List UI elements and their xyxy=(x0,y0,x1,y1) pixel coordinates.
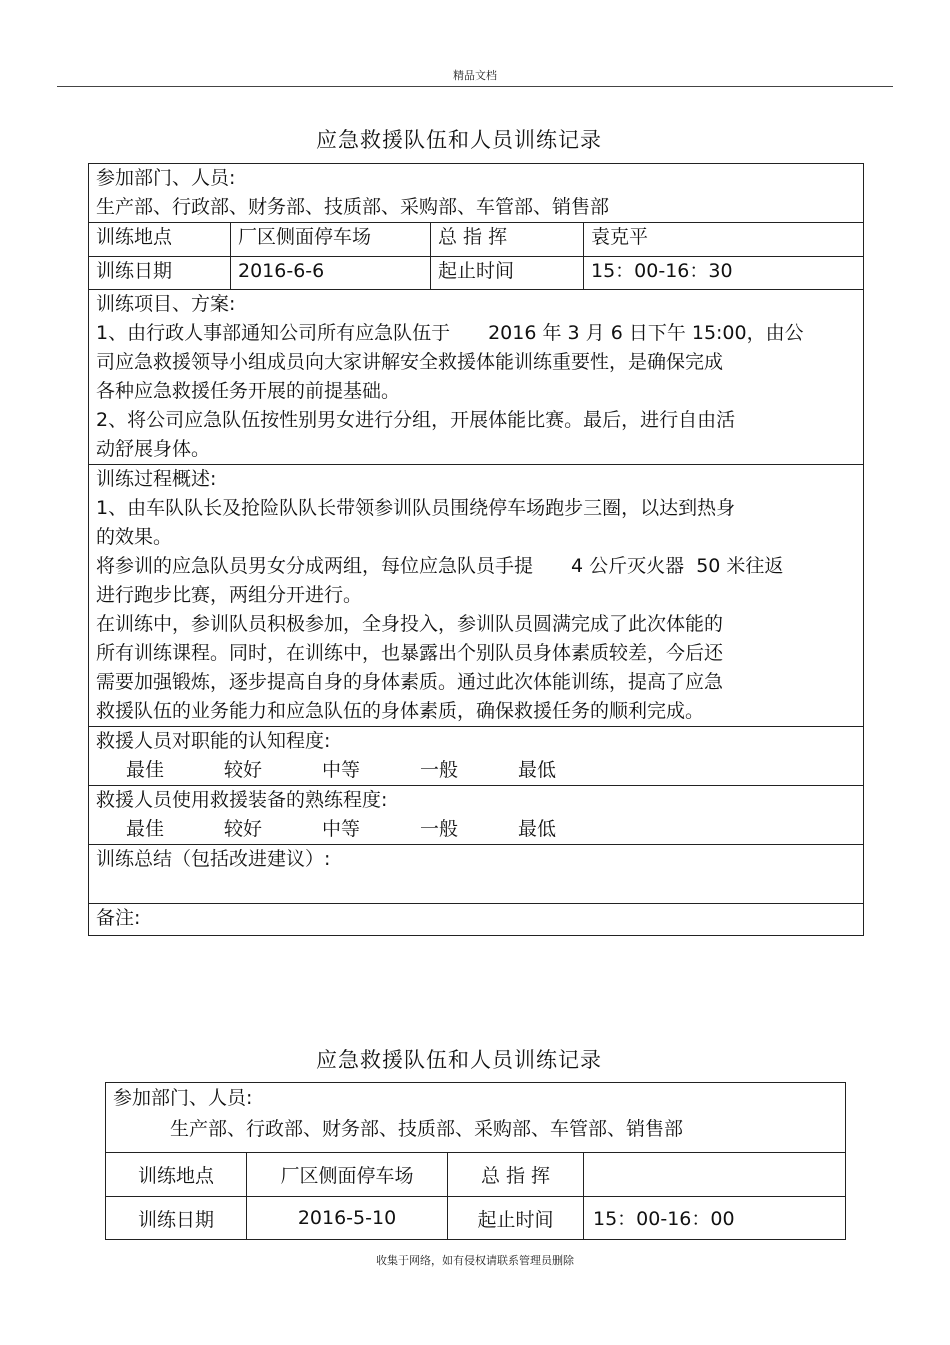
form1-location-value: 厂区侧面停车场 xyxy=(231,223,431,257)
form1-process-line: 需要加强锻炼，逐步提高自身的身体素质。通过此次体能训练，提高了应急 xyxy=(96,671,724,693)
form1-notes-label: 备注: xyxy=(96,907,141,929)
header-divider xyxy=(57,86,893,87)
form2-time-label: 起止时间 xyxy=(448,1197,584,1240)
form1-cognition-label: 救援人员对职能的认知程度: xyxy=(96,730,331,752)
rating-option: 最佳 xyxy=(126,759,165,781)
form1-location-label: 训练地点 xyxy=(89,223,231,257)
form2-time-value: 15：00-16：00 xyxy=(584,1197,846,1240)
form1-table xyxy=(88,163,864,936)
rating-option: 中等 xyxy=(322,759,361,781)
form1-proficiency-cell xyxy=(89,786,864,845)
form2-participants-value: 生产部、行政部、财务部、技质部、采购部、车管部、销售部 xyxy=(170,1118,684,1140)
form1-process-line: 的效果。 xyxy=(96,526,173,548)
form1-process-line: 进行跑步比赛，两组分开进行。 xyxy=(96,584,363,606)
form2-location-value: 厂区侧面停车场 xyxy=(247,1153,448,1197)
form1-participants-cell xyxy=(89,164,864,223)
form1-plan-line: 1、由行政人事部通知公司所有应急队伍于 2016 年 3 月 6 日下午 15:00，由公 xyxy=(96,322,804,344)
rating-option: 一般 xyxy=(420,818,459,840)
rating-option: 最佳 xyxy=(126,818,165,840)
form1-plan-label: 训练项目、方案: xyxy=(96,293,236,315)
form1-time-value: 15：00-16：30 xyxy=(584,257,864,290)
form1-cognition-options xyxy=(96,756,863,785)
form1-summary-cell xyxy=(89,845,864,904)
form1-process-line: 在训练中，参训队员积极参加，全身投入，参训队员圆满完成了此次体能的 xyxy=(96,613,724,635)
form1-summary-label: 训练总结（包括改进建议）: xyxy=(96,848,331,870)
form1-date-label: 训练日期 xyxy=(89,257,231,290)
rating-option: 最低 xyxy=(518,818,557,840)
form1-process-line: 1、由车队队长及抢险队队长带领参训队员围绕停车场跑步三圈，以达到热身 xyxy=(96,497,736,519)
form1-process-line: 将参训的应急队员男女分成两组，每位应急队员手提 4 公斤灭火器 50 米往返 xyxy=(96,555,784,577)
form1-process-line: 救援队伍的业务能力和应急队伍的身体素质，确保救援任务的顺利完成。 xyxy=(96,700,705,722)
form1-participants-label: 参加部门、人员: xyxy=(96,167,236,189)
form1-date-value: 2016-6-6 xyxy=(231,257,431,290)
form2-participants-label: 参加部门、人员: xyxy=(113,1087,253,1109)
form1-title: 应急救援队伍和人员训练记录 xyxy=(316,128,602,152)
form1-plan-line: 2、将公司应急队伍按性别男女进行分组，开展体能比赛。最后，进行自由活 xyxy=(96,409,736,431)
form1-commander-label: 总 指 挥 xyxy=(431,223,584,257)
rating-option: 一般 xyxy=(420,759,459,781)
form1-commander-value: 袁克平 xyxy=(584,223,864,257)
form2-participants-cell xyxy=(106,1083,846,1153)
rating-option: 较好 xyxy=(224,818,263,840)
form1-participants-value: 生产部、行政部、财务部、技质部、采购部、车管部、销售部 xyxy=(96,196,610,218)
form2-table xyxy=(105,1082,846,1240)
form2-location-label: 训练地点 xyxy=(106,1153,247,1197)
form1-proficiency-options xyxy=(96,815,863,844)
form1-cognition-cell xyxy=(89,727,864,786)
form1-plan-cell xyxy=(89,290,864,465)
form1-plan-line: 各种应急救援任务开展的前提基础。 xyxy=(96,380,401,402)
form2-commander-label: 总 指 挥 xyxy=(448,1153,584,1197)
rating-option: 较好 xyxy=(224,759,263,781)
rating-option: 中等 xyxy=(322,818,361,840)
form2-title: 应急救援队伍和人员训练记录 xyxy=(316,1048,602,1072)
form1-process-label: 训练过程概述: xyxy=(96,468,217,490)
page-footer-text: 收集于网络，如有侵权请联系管理员删除 xyxy=(376,1254,574,1267)
form2-date-label: 训练日期 xyxy=(106,1197,247,1240)
form1-proficiency-label: 救援人员使用救援装备的熟练程度: xyxy=(96,789,388,811)
form1-plan-line: 动舒展身体。 xyxy=(96,438,211,460)
form1-notes-cell xyxy=(89,904,864,936)
form1-process-cell xyxy=(89,465,864,727)
rating-option: 最低 xyxy=(518,759,557,781)
form2-date-value: 2016-5-10 xyxy=(247,1197,448,1240)
form1-time-label: 起止时间 xyxy=(431,257,584,290)
form1-plan-line: 司应急救援领导小组成员向大家讲解安全救援体能训练重要性，是确保完成 xyxy=(96,351,724,373)
page-header-text: 精品文档 xyxy=(453,69,497,82)
form2-commander-value xyxy=(584,1153,846,1197)
form1-process-line: 所有训练课程。同时，在训练中，也暴露出个别队员身体素质较差，今后还 xyxy=(96,642,724,664)
